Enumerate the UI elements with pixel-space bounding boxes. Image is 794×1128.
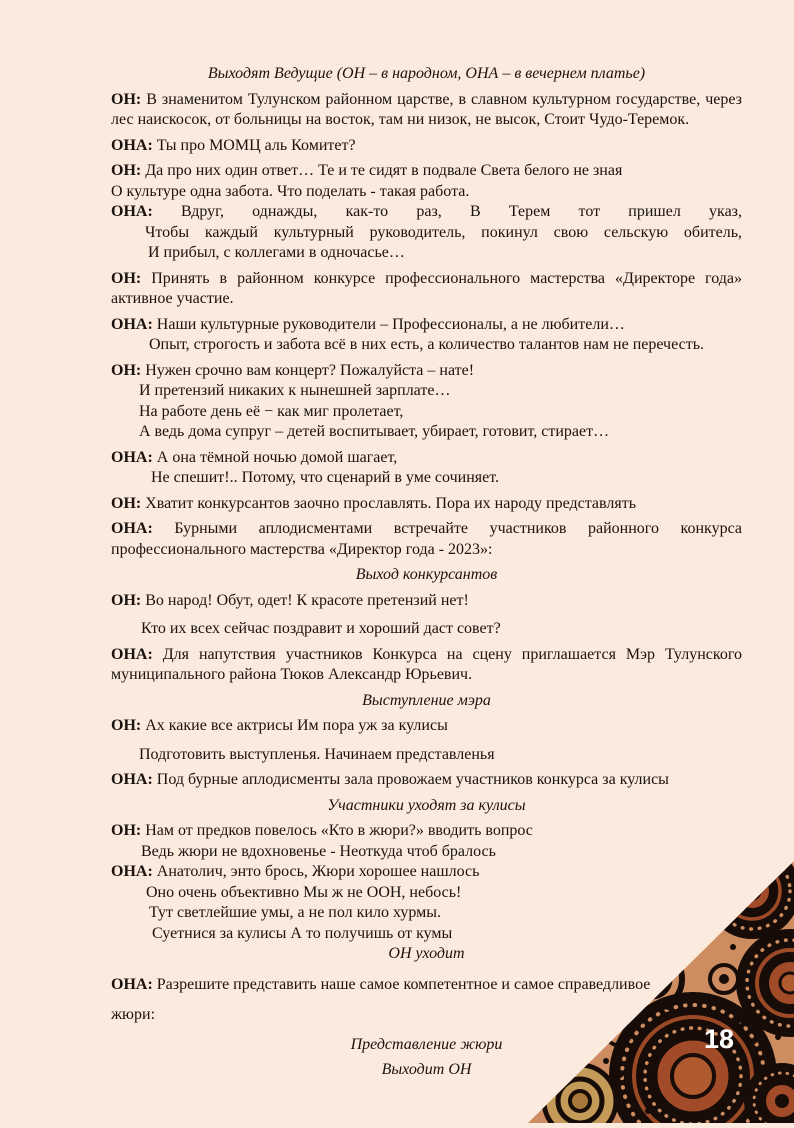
- speaker-label: ОН:: [111, 591, 142, 609]
- script-line: Опыт, строгость и забота всё в них есть, а количество талантов нам не перечесть.: [149, 336, 704, 353]
- script-line: Суетнися за кулисы А то получишь от кумы: [152, 924, 453, 942]
- stage-direction: Выступление мэра: [362, 691, 491, 709]
- stage-direction: Выходит ОН: [381, 1061, 472, 1078]
- speech-paragraph: [111, 862, 742, 944]
- speech-paragraph: [111, 269, 742, 310]
- speaker-label: ОНА:: [111, 448, 153, 466]
- stage-direction: Представление жюри: [350, 1035, 503, 1053]
- script-line: ОНА: Для напутствия участников Конкурса на сцену приглашается Мэр Тулунского: [111, 645, 742, 663]
- script-line: ОН: Нам от предков повелось «Кто в жюри?» вводить вопрос: [111, 822, 533, 839]
- stage-direction: Участники уходят за кулисы: [327, 796, 526, 814]
- script-line: ОН: Ах какие все актрисы Им пора уж за кулисы: [111, 717, 448, 734]
- speaker-label: ОНА:: [111, 975, 153, 993]
- script-line: ОН: Принять в районном конкурсе профессионального мастерства «Директоре года»: [111, 269, 742, 287]
- stage-direction: Выходят Ведущие (ОН – в народном, ОНА – в вечернем платье): [207, 65, 646, 82]
- speech-paragraph: [111, 161, 742, 202]
- page-number: 18: [704, 1024, 735, 1054]
- script-line: Оно очень объективно Мы ж не ООН, небось!: [146, 883, 462, 901]
- script-line: ОН: Нужен срочно вам концерт? Пожалуйста – нате!: [111, 361, 475, 379]
- script-line: ОН: В знаменитом Тулунском районном царстве, в славном культурном государстве, через: [111, 90, 742, 108]
- speaker-label: ОНА:: [111, 520, 153, 537]
- script-line: ОН: Хватит конкурсантов заочно прославлять. Пора их народу представлять: [111, 494, 636, 512]
- script-line: На работе день её − как миг пролетает,: [139, 402, 404, 420]
- speech-paragraph: [111, 519, 742, 560]
- speaker-label: ОН:: [111, 269, 142, 287]
- script-line: ОНА: Бурными аплодисментами встречайте участников районного конкурса: [111, 520, 742, 537]
- speaker-label: ОНА:: [111, 203, 153, 220]
- script-line: ОНА: Под бурные аплодисменты зала провожаем участников конкурса за кулисы: [111, 771, 669, 788]
- script-line: муниципального района Тюков Александр Юрьевич.: [111, 666, 473, 683]
- speech-paragraph: [111, 494, 742, 515]
- speaker-label: ОНА:: [111, 863, 153, 880]
- script-line: лес наискосок, от больницы на восток, там ни низок, не высок, Стоит Чудо-Теремок.: [111, 111, 690, 128]
- speech-paragraph: [111, 591, 742, 640]
- script-line: активное участие.: [111, 290, 234, 307]
- script-line: А ведь дома супруг – детей воспитывает, убирает, готовит, стирает…: [139, 423, 610, 440]
- speech-paragraph: [111, 821, 742, 862]
- script-line: ОН: Во народ! Обут, одет! К красоте претензий нет!: [111, 591, 469, 609]
- speaker-label: ОН:: [111, 90, 142, 108]
- script-line: Подготовить выступленья. Начинаем представленья: [139, 745, 495, 763]
- script-line: Чтобы каждый культурный руководитель, покинул свою сельскую обитель,: [145, 223, 742, 241]
- script-line: ОНА: Наши культурные руководители – Профессионалы, а не любители…: [111, 315, 625, 333]
- script-line: ОН: Да про них один ответ… Те и те сидят в подвале Света белого не зная: [111, 162, 623, 179]
- script-line: ОНА: Ты про МОМЦ аль Комитет?: [111, 136, 356, 154]
- speaker-label: ОН:: [111, 717, 142, 734]
- script-line: Не спешит!.. Потому, что сценарий в уме сочиняет.: [151, 469, 500, 486]
- speech-paragraph: [111, 136, 742, 157]
- script-line: И претензий никаких к нынешней зарплате…: [139, 382, 451, 399]
- script-line: И прибыл, с коллегами в одночасье…: [148, 244, 405, 261]
- script-line: ОНА: Анатолич, энто брось, Жюри хорошее нашлось: [111, 863, 480, 880]
- script-line: профессионального мастерства «Директор года - 2023»:: [111, 540, 493, 558]
- speaker-label: ОНА:: [111, 136, 153, 154]
- speech-paragraph: [111, 770, 742, 791]
- speaker-label: ОНА:: [111, 315, 153, 333]
- script-line: Тут светлейшие умы, а не пол кило хурмы.: [149, 904, 441, 921]
- speaker-label: ОН:: [111, 162, 142, 179]
- script-line: Ведь жюри не вдохновенье - Неоткуда чтоб бралось: [141, 842, 496, 860]
- speaker-label: ОНА:: [111, 645, 153, 663]
- script-body: [111, 64, 742, 1081]
- speech-paragraph: [111, 716, 742, 765]
- speech-paragraph: [111, 645, 742, 686]
- script-line: жюри:: [111, 1005, 156, 1023]
- speaker-label: ОН:: [111, 822, 142, 839]
- script-line: ОНА: Вдруг, однажды, как-то раз, В Терем тот пришел указ,: [111, 203, 742, 220]
- speech-paragraph: [111, 361, 742, 443]
- script-line: ОНА: Разрешите представить наше самое компетентное и самое справедливое: [111, 975, 651, 993]
- speaker-label: ОНА:: [111, 771, 153, 788]
- speech-paragraph: [111, 90, 742, 131]
- script-line: О культуре одна забота. Что поделать - такая работа.: [111, 182, 470, 200]
- speech-paragraph: [111, 202, 742, 264]
- script-line: Кто их всех сейчас поздравит и хороший даст совет?: [141, 620, 501, 637]
- script-line: ОНА: А она тёмной ночью домой шагает,: [111, 448, 398, 466]
- speaker-label: ОН:: [111, 361, 142, 379]
- speech-paragraph: [111, 448, 742, 489]
- speaker-label: ОН:: [111, 494, 142, 512]
- stage-direction: ОН уходит: [388, 945, 465, 962]
- stage-direction: Выход конкурсантов: [355, 566, 498, 583]
- speech-paragraph: [111, 315, 742, 356]
